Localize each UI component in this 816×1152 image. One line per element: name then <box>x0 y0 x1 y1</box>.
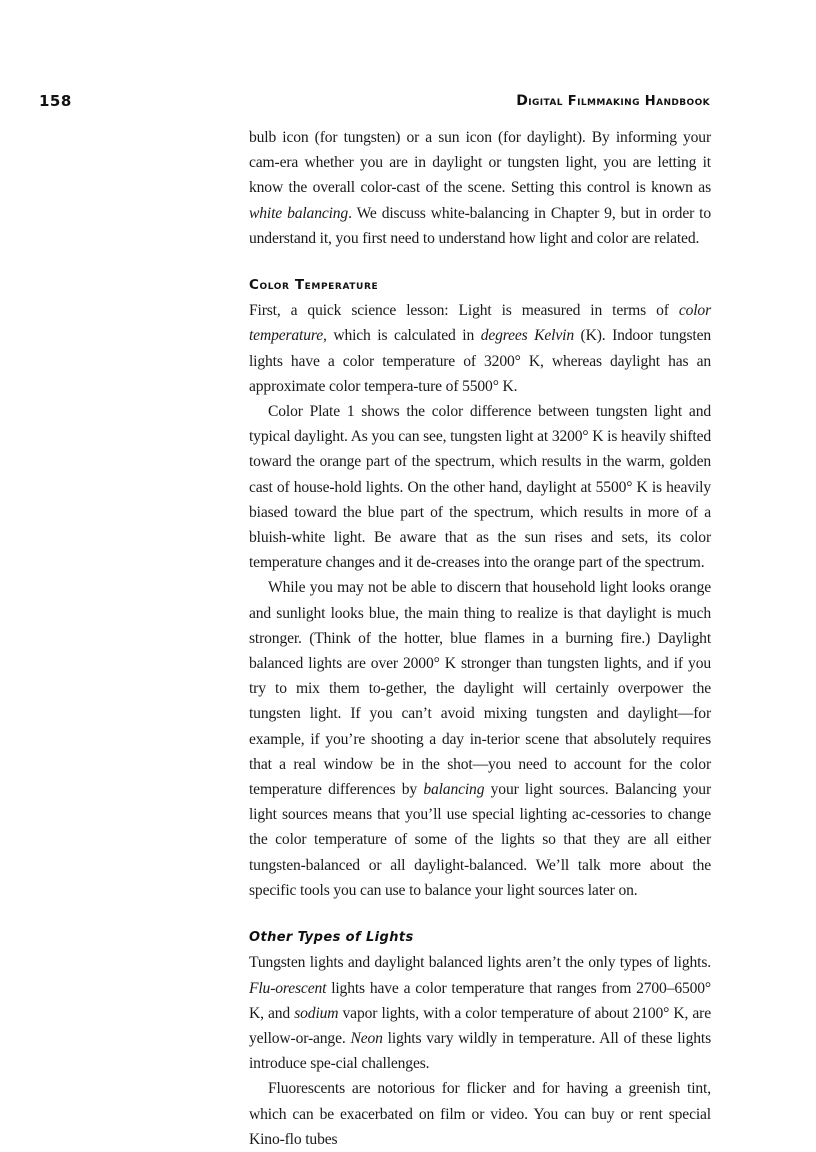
page-number: 158 <box>39 92 72 110</box>
section-heading-color-temperature: Color Temperature <box>249 277 379 294</box>
paragraph-color-temp-2: Color Plate 1 shows the color difference between tungsten light and typical daylight. As you can see, tungsten light at 3200° K is heavily shifted toward the orange part of the spectrum, which results in the warm, golden cast of house-hold lights. On the other hand, daylight at 5500° K is heavily biased toward the blue part of the spectrum, which results in more of a bluish-white light. Be aware that as the sun rises and sets, its color temperature changes and it de-creases into the orange part of the spectrum. <box>249 403 711 572</box>
intro-paragraph: bulb icon (for tungsten) or a sun icon (for daylight). By informing your cam-era whether you are in daylight or tungsten light, you are letting it know the overall color-cast of the scene. Setting this control is known as white balancing. We discuss white-balancing in Chapter 9, but in order to understand it, you first need to understand how light and color are related. <box>249 129 711 247</box>
page-body <box>249 125 711 1152</box>
book-title: Digital Filmmaking Handbook <box>516 93 710 109</box>
running-head <box>39 92 710 112</box>
subsection-heading-other-lights: Other Types of Lights <box>249 930 414 946</box>
paragraph-color-temp-1: First, a quick science lesson: Light is measured in terms of color temperature, which is calculated in degrees Kelvin (K). Indoor tungsten lights have a color temperature of 3200° K, whereas daylight has an approximate color tempera-ture of 5500° K. <box>249 302 712 395</box>
paragraph-other-lights-1: Tungsten lights and daylight balanced lights aren’t the only types of lights. Flu-orescent lights have a color temperature that ranges from 2700–6500° K, and sodium vapor lights, with a color temperature of about 2100° K, are yellow-or-ange. Neon lights vary wildly in temperature. All of these lights introduce spe-cial challenges. <box>249 954 711 1073</box>
paragraph-other-lights-2: Fluorescents are notorious for flicker and for having a greenish tint, which can be exacerbated on film or video. You can buy or rent special Kino-flo tubes <box>249 1080 711 1148</box>
paragraph-color-temp-3: While you may not be able to discern that household light looks orange and sunlight looks blue, the main thing to realize is that daylight is much stronger. (Think of the hotter, blue flames in a burning fire.) Daylight balanced lights are over 2000° K stronger than tungsten lights, and if you try to mix them to-gether, the daylight will certainly overpower the tungsten light. If you can’t avoid mixing tungsten and daylight—for example, if you’re shooting a day in-terior scene that absolutely requires that a real window be in the shot—you need to account for the color temperature differences by balancing your light sources. Balancing your light sources means that you’ll use special lighting ac-cessories to change the color temperature of some of the lights so that they are all either tungsten-balanced or all daylight-balanced. We’ll talk more about the specific tools you can use to balance your light sources later on. <box>249 579 711 899</box>
